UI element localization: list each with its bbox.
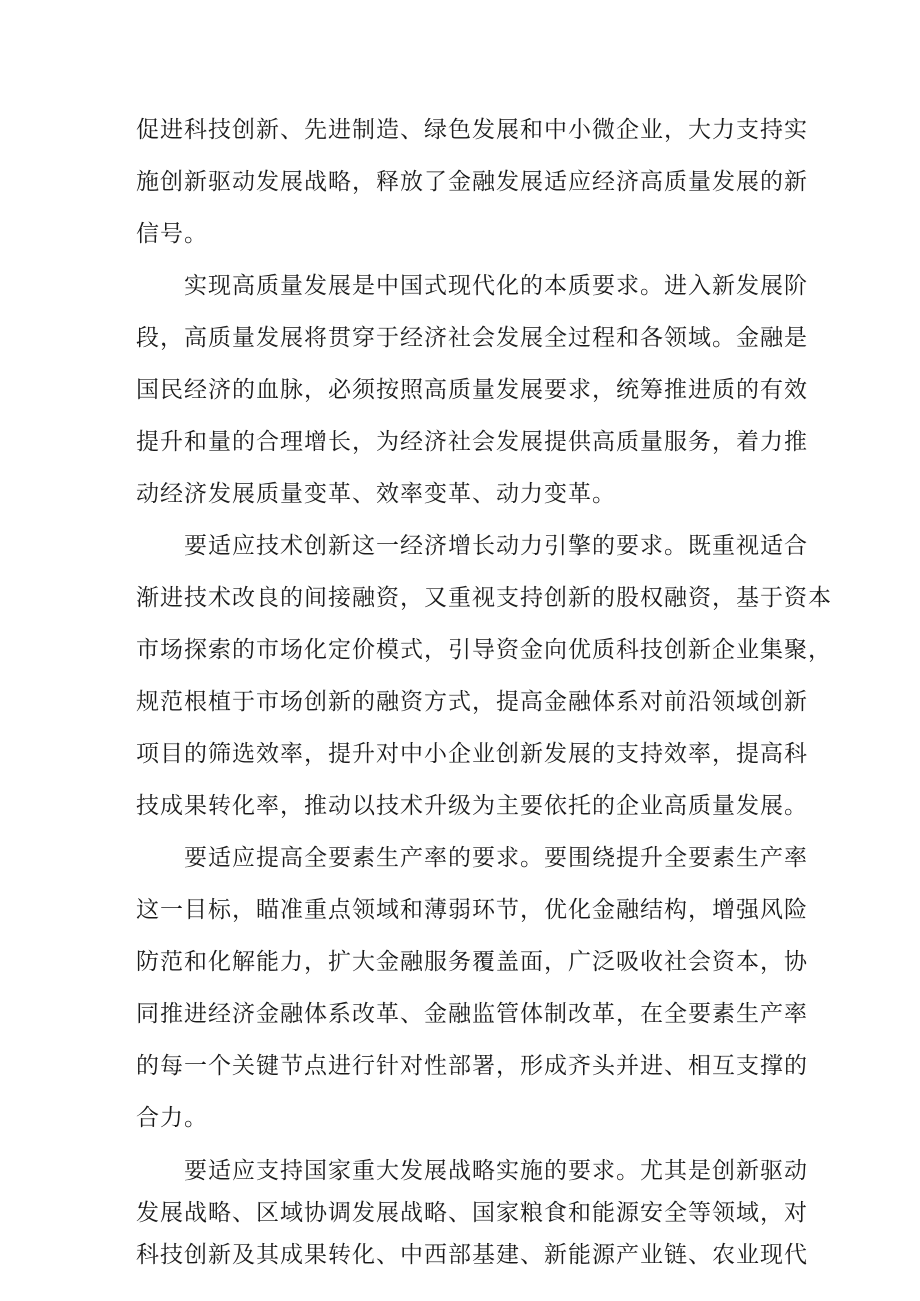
text-line: 的每一个关键节点进行针对性部署，形成齐头并进、相互支撑的	[136, 1053, 808, 1079]
text-line: 科技创新及其成果转化、中西部基建、新能源产业链、农业现代	[136, 1242, 808, 1268]
text-line: 同推进经济金融体系改革、金融监管体制改革，在全要素生产率	[136, 1001, 808, 1027]
text-line: 技成果转化率，推动以技术升级为主要依托的企业高质量发展。	[136, 793, 808, 819]
paragraph-5	[136, 1150, 808, 1276]
text-line: 实现高质量发展是中国式现代化的本质要求。进入新发展阶	[184, 273, 808, 299]
text-line: 段，高质量发展将贯穿于经济社会发展全过程和各领域。金融是	[136, 325, 808, 351]
text-line: 要适应提高全要素生产率的要求。要围绕提升全要素生产率	[184, 845, 808, 871]
text-line: 合力。	[136, 1105, 208, 1131]
text-line: 信号。	[136, 221, 208, 247]
text-line: 施创新驱动发展战略，释放了金融发展适应经济高质量发展的新	[136, 169, 808, 195]
paragraph-4	[136, 832, 808, 1144]
text-line: 项目的筛选效率，提升对中小企业创新发展的支持效率，提高科	[136, 741, 808, 767]
text-line: 要适应技术创新这一经济增长动力引擎的要求。既重视适合	[184, 533, 808, 559]
text-line: 渐进技术改良的间接融资，又重视支持创新的股权融资，基于资本	[136, 585, 832, 611]
text-line: 提升和量的合理增长，为经济社会发展提供高质量服务，着力推	[136, 429, 808, 455]
paragraph-1	[136, 104, 808, 260]
text-line: 这一目标，瞄准重点领域和薄弱环节，优化金融结构，增强风险	[136, 897, 808, 923]
paragraph-2	[136, 260, 808, 520]
text-line: 市场探索的市场化定价模式，引导资金向优质科技创新企业集聚，	[136, 637, 832, 663]
text-line: 动经济发展质量变革、效率变革、动力变革。	[136, 481, 616, 507]
document-body	[136, 104, 832, 1276]
text-line: 国民经济的血脉，必须按照高质量发展要求，统筹推进质的有效	[136, 377, 808, 403]
text-line: 要适应支持国家重大发展战略实施的要求。尤其是创新驱动	[184, 1158, 808, 1184]
text-line: 防范和化解能力，扩大金融服务覆盖面，广泛吸收社会资本，协	[136, 949, 808, 975]
text-line: 规范根植于市场创新的融资方式，提高金融体系对前沿领域创新	[136, 689, 808, 715]
paragraph-3	[136, 520, 832, 832]
text-line: 发展战略、区域协调发展战略、国家粮食和能源安全等领域，对	[136, 1200, 808, 1226]
text-line: 促进科技创新、先进制造、绿色发展和中小微企业，大力支持实	[136, 117, 808, 143]
